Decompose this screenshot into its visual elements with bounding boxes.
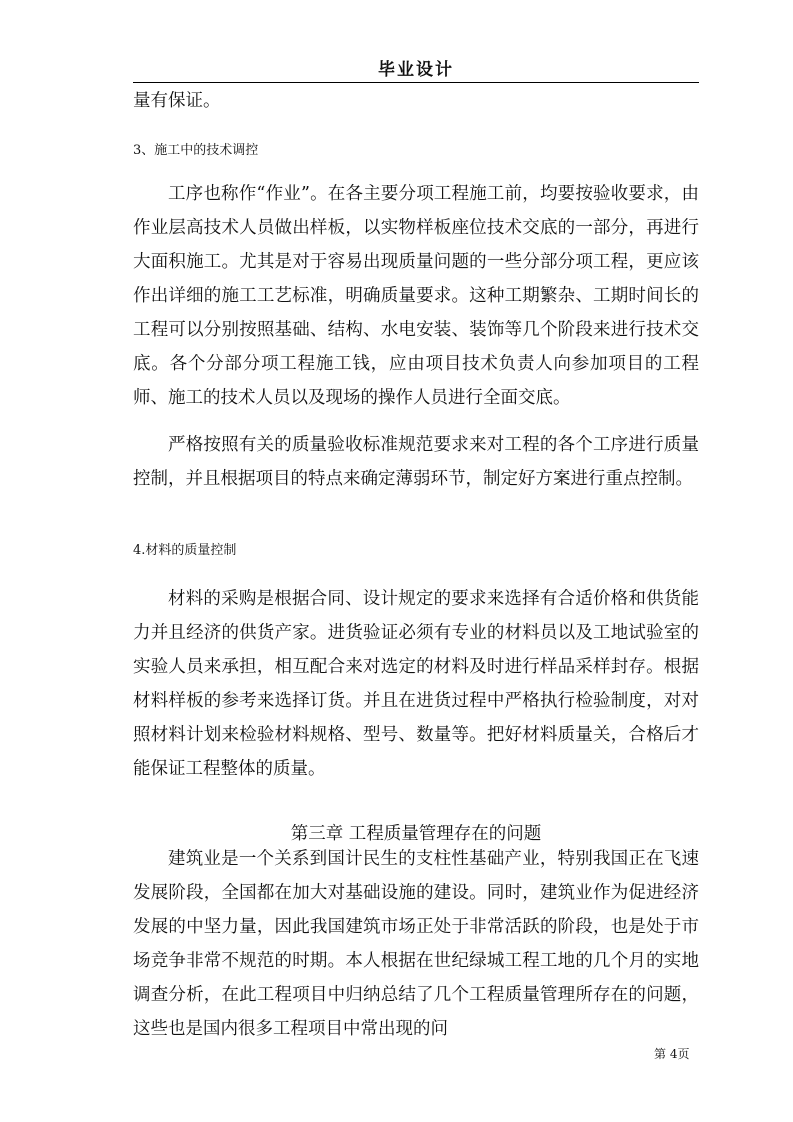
chapter-title: 第三章 工程质量管理存在的问题 <box>290 824 542 844</box>
page-number: 第 4页 <box>654 1047 690 1061</box>
paragraph-continuation: 量有保证。 <box>133 91 221 111</box>
paragraph-industry-overview: 建筑业是一个关系到国计民生的支柱性基础产业，特别我国正在飞速发展阶段，全国都在加大对基础设施的建设。同时，建筑业作为促进经济发展的中坚力量，因此我国建筑市场正处于非常活跃的阶段，也是处于市场竞争非常不规范的时期。本人根据在世纪绿城工程工地的几个月的实地调查分析，在此工程项目中归纳总结了几个工程质量管理所存在的问题，这些也是国内很多工程项目中常出现的问 <box>133 849 699 1039</box>
header-title: 毕业设计 <box>378 60 454 80</box>
section-heading-3: 3、施工中的技术调控 <box>133 143 259 158</box>
paragraph-process-control: 工序也称作“作业”。在各主要分项工程施工前，均要按验收要求，由作业层高技术人员做出样板，以实物样板座位技术交底的一部分，再进行大面积施工。尤其是对于容易出现质量问题的一些分部分项工程，更应该作出详细的施工工艺标准，明确质量要求。这种工期繁杂、工期时间长的工程可以分别按照基础、结构、水电安装、装饰等几个阶段来进行技术交底。各个分部分项工程施工钱，应由项目技术负责人向参加项目的工程师、施工的技术人员以及现场的操作人员进行全面交底。 <box>133 184 699 408</box>
paragraph-quality-standard: 严格按照有关的质量验收标准规范要求来对工程的各个工序进行质量控制，并且根据项目的特点来确定薄弱环节，制定好方案进行重点控制。 <box>133 435 699 489</box>
paragraph-material-procurement: 材料的采购是根据合同、设计规定的要求来选择有合适价格和供货能力并且经济的供货产家。进货验证必须有专业的材料员以及工地试验室的实验人员来承担，相互配合来对选定的材料及时进行样品采样封存。根据材料样板的参考来选择订货。并且在进货过程中严格执行检验制度，对对照材料计划来检验材料规格、型号、数量等。把好材料质量关，合格后才能保证工程整体的质量。 <box>133 589 699 779</box>
section-heading-4: 4.材料的质量控制 <box>133 543 237 558</box>
header-rule <box>133 82 699 83</box>
